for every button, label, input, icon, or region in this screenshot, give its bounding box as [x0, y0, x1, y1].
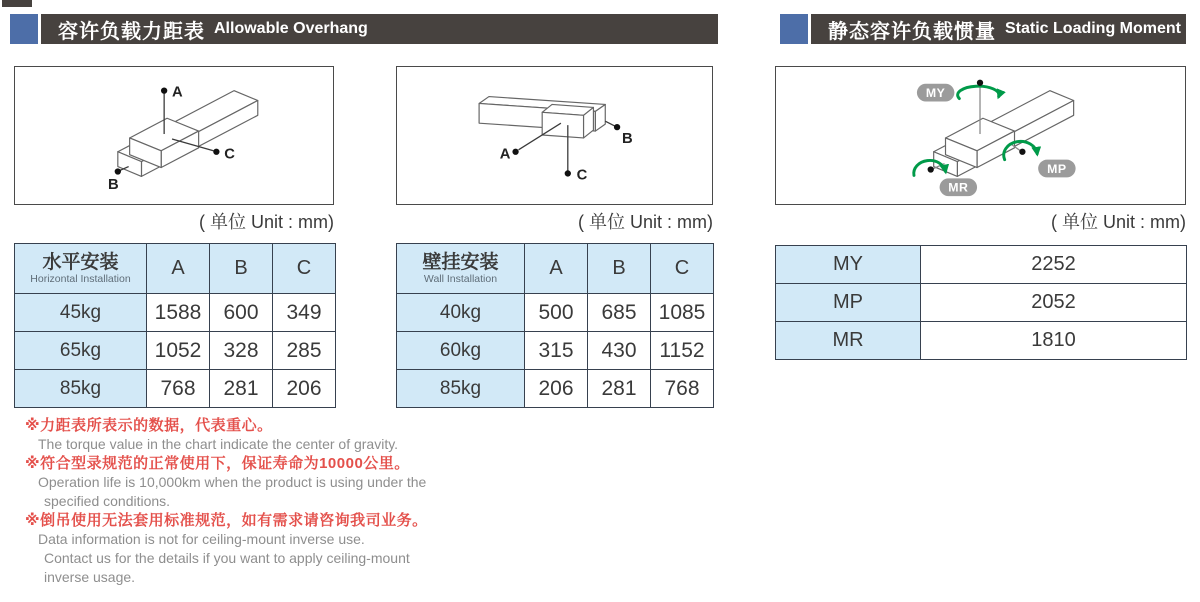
- table-title-en: Wall Installation: [423, 272, 498, 285]
- note-en: The torque value in the chart indicate the center of gravity.: [38, 436, 399, 452]
- unit-caption: ( 单位 Unit : mm): [578, 212, 713, 232]
- load-cell: 45kg: [15, 294, 147, 332]
- table-title-en: Horizontal Installation: [30, 272, 131, 285]
- value-cell: 206: [525, 370, 588, 408]
- value-cell: 349: [273, 294, 336, 332]
- load-cell: 85kg: [397, 370, 525, 408]
- moment-diagram: [776, 67, 1185, 204]
- value-cell: 281: [210, 370, 273, 408]
- unit-caption: ( 单位 Unit : mm): [1051, 212, 1186, 232]
- header-title-en: Allowable Overhang: [214, 20, 368, 37]
- unit-caption: ( 单位 Unit : mm): [199, 212, 334, 232]
- note-en: Data information is not for ceiling-mount inverse use.: [38, 531, 365, 547]
- moment-value-cell: 2052: [921, 284, 1187, 322]
- column-header-a: A: [525, 244, 588, 294]
- moment-diagram-box: [775, 66, 1186, 205]
- load-cell: 85kg: [15, 370, 147, 408]
- mp-label: MP: [1047, 161, 1067, 176]
- value-cell: 315: [525, 332, 588, 370]
- point-label-c: C: [576, 167, 588, 184]
- value-cell: 1085: [651, 294, 714, 332]
- table-title-cell: [15, 244, 147, 294]
- load-cell: 40kg: [397, 294, 525, 332]
- column-header-c: C: [651, 244, 714, 294]
- moment-value-cell: 1810: [921, 322, 1187, 360]
- static-moment-table: [775, 245, 1187, 360]
- my-rotation-arrow: [958, 86, 999, 98]
- header-title-zh: 静态容许负载惯量: [828, 20, 996, 43]
- moment-label-cell: MR: [776, 322, 921, 360]
- note-en: inverse usage.: [44, 569, 136, 585]
- value-cell: 600: [210, 294, 273, 332]
- value-cell: 685: [588, 294, 651, 332]
- value-cell: 768: [147, 370, 210, 408]
- wall-installation-table: [396, 243, 714, 408]
- value-cell: 328: [210, 332, 273, 370]
- table-row: [397, 370, 714, 408]
- value-cell: 500: [525, 294, 588, 332]
- my-label: MY: [925, 86, 946, 101]
- mr-label: MR: [948, 180, 969, 195]
- table-title-zh: 壁挂安装: [422, 251, 499, 273]
- horizontal-installation-table: [14, 243, 336, 408]
- table-row: [776, 284, 1187, 322]
- horizontal-install-diagram-box: [14, 66, 334, 205]
- value-cell: 430: [588, 332, 651, 370]
- point-label-b: B: [622, 130, 633, 147]
- column-header-b: B: [588, 244, 651, 294]
- load-cell: 60kg: [397, 332, 525, 370]
- load-cell: 65kg: [15, 332, 147, 370]
- header-accent-square: [780, 14, 808, 44]
- table-row: [15, 294, 336, 332]
- point-label-a: A: [499, 146, 511, 163]
- table-title-zh: 水平安装: [42, 251, 119, 273]
- note-en: Contact us for the details if you want to apply ceiling-mount: [44, 550, 410, 566]
- moment-label-cell: MP: [776, 284, 921, 322]
- value-cell: 281: [588, 370, 651, 408]
- horizontal-install-diagram: [15, 67, 333, 204]
- header-title-en: Static Loading Moment: [1005, 20, 1181, 37]
- header-title-zh: 容许负载力距表: [58, 20, 205, 43]
- note-zh: ※符合型录规范的正常使用下，保证寿命为10000公里。: [25, 455, 410, 472]
- point-label-c: C: [224, 146, 235, 163]
- value-cell: 1588: [147, 294, 210, 332]
- note-zh: ※倒吊使用无法套用标准规范，如有需求请咨询我司业务。: [25, 512, 428, 529]
- table-title-cell: [397, 244, 525, 294]
- wall-install-diagram: [397, 67, 712, 204]
- section-header-allowable-overhang: [10, 14, 718, 44]
- header-accent-square: [10, 14, 38, 44]
- moment-value-cell: 2252: [921, 246, 1187, 284]
- wall-install-diagram-box: [396, 66, 713, 205]
- header-bar: [41, 14, 718, 44]
- column-header-c: C: [273, 244, 336, 294]
- table-row: [15, 370, 336, 408]
- column-header-b: B: [210, 244, 273, 294]
- note-en: specified conditions.: [44, 493, 171, 509]
- table-row: [15, 332, 336, 370]
- table-row: [397, 294, 714, 332]
- table-header-row: [397, 244, 714, 294]
- value-cell: 1152: [651, 332, 714, 370]
- value-cell: 1052: [147, 332, 210, 370]
- table-row: [776, 322, 1187, 360]
- table-row: [776, 246, 1187, 284]
- footnotes: [25, 416, 505, 587]
- page-corner-mark: [2, 0, 32, 7]
- column-header-a: A: [147, 244, 210, 294]
- value-cell: 206: [273, 370, 336, 408]
- header-bar: [811, 14, 1186, 44]
- moment-label-cell: MY: [776, 246, 921, 284]
- table-header-row: [15, 244, 336, 294]
- note-zh: ※力距表所表示的数据，代表重心。: [25, 417, 273, 434]
- value-cell: 285: [273, 332, 336, 370]
- point-label-b: B: [107, 177, 119, 194]
- section-header-static-loading-moment: [780, 14, 1186, 44]
- table-row: [397, 332, 714, 370]
- note-en: Operation life is 10,000km when the product is using under the: [38, 474, 427, 490]
- value-cell: 768: [651, 370, 714, 408]
- point-label-a: A: [172, 84, 183, 101]
